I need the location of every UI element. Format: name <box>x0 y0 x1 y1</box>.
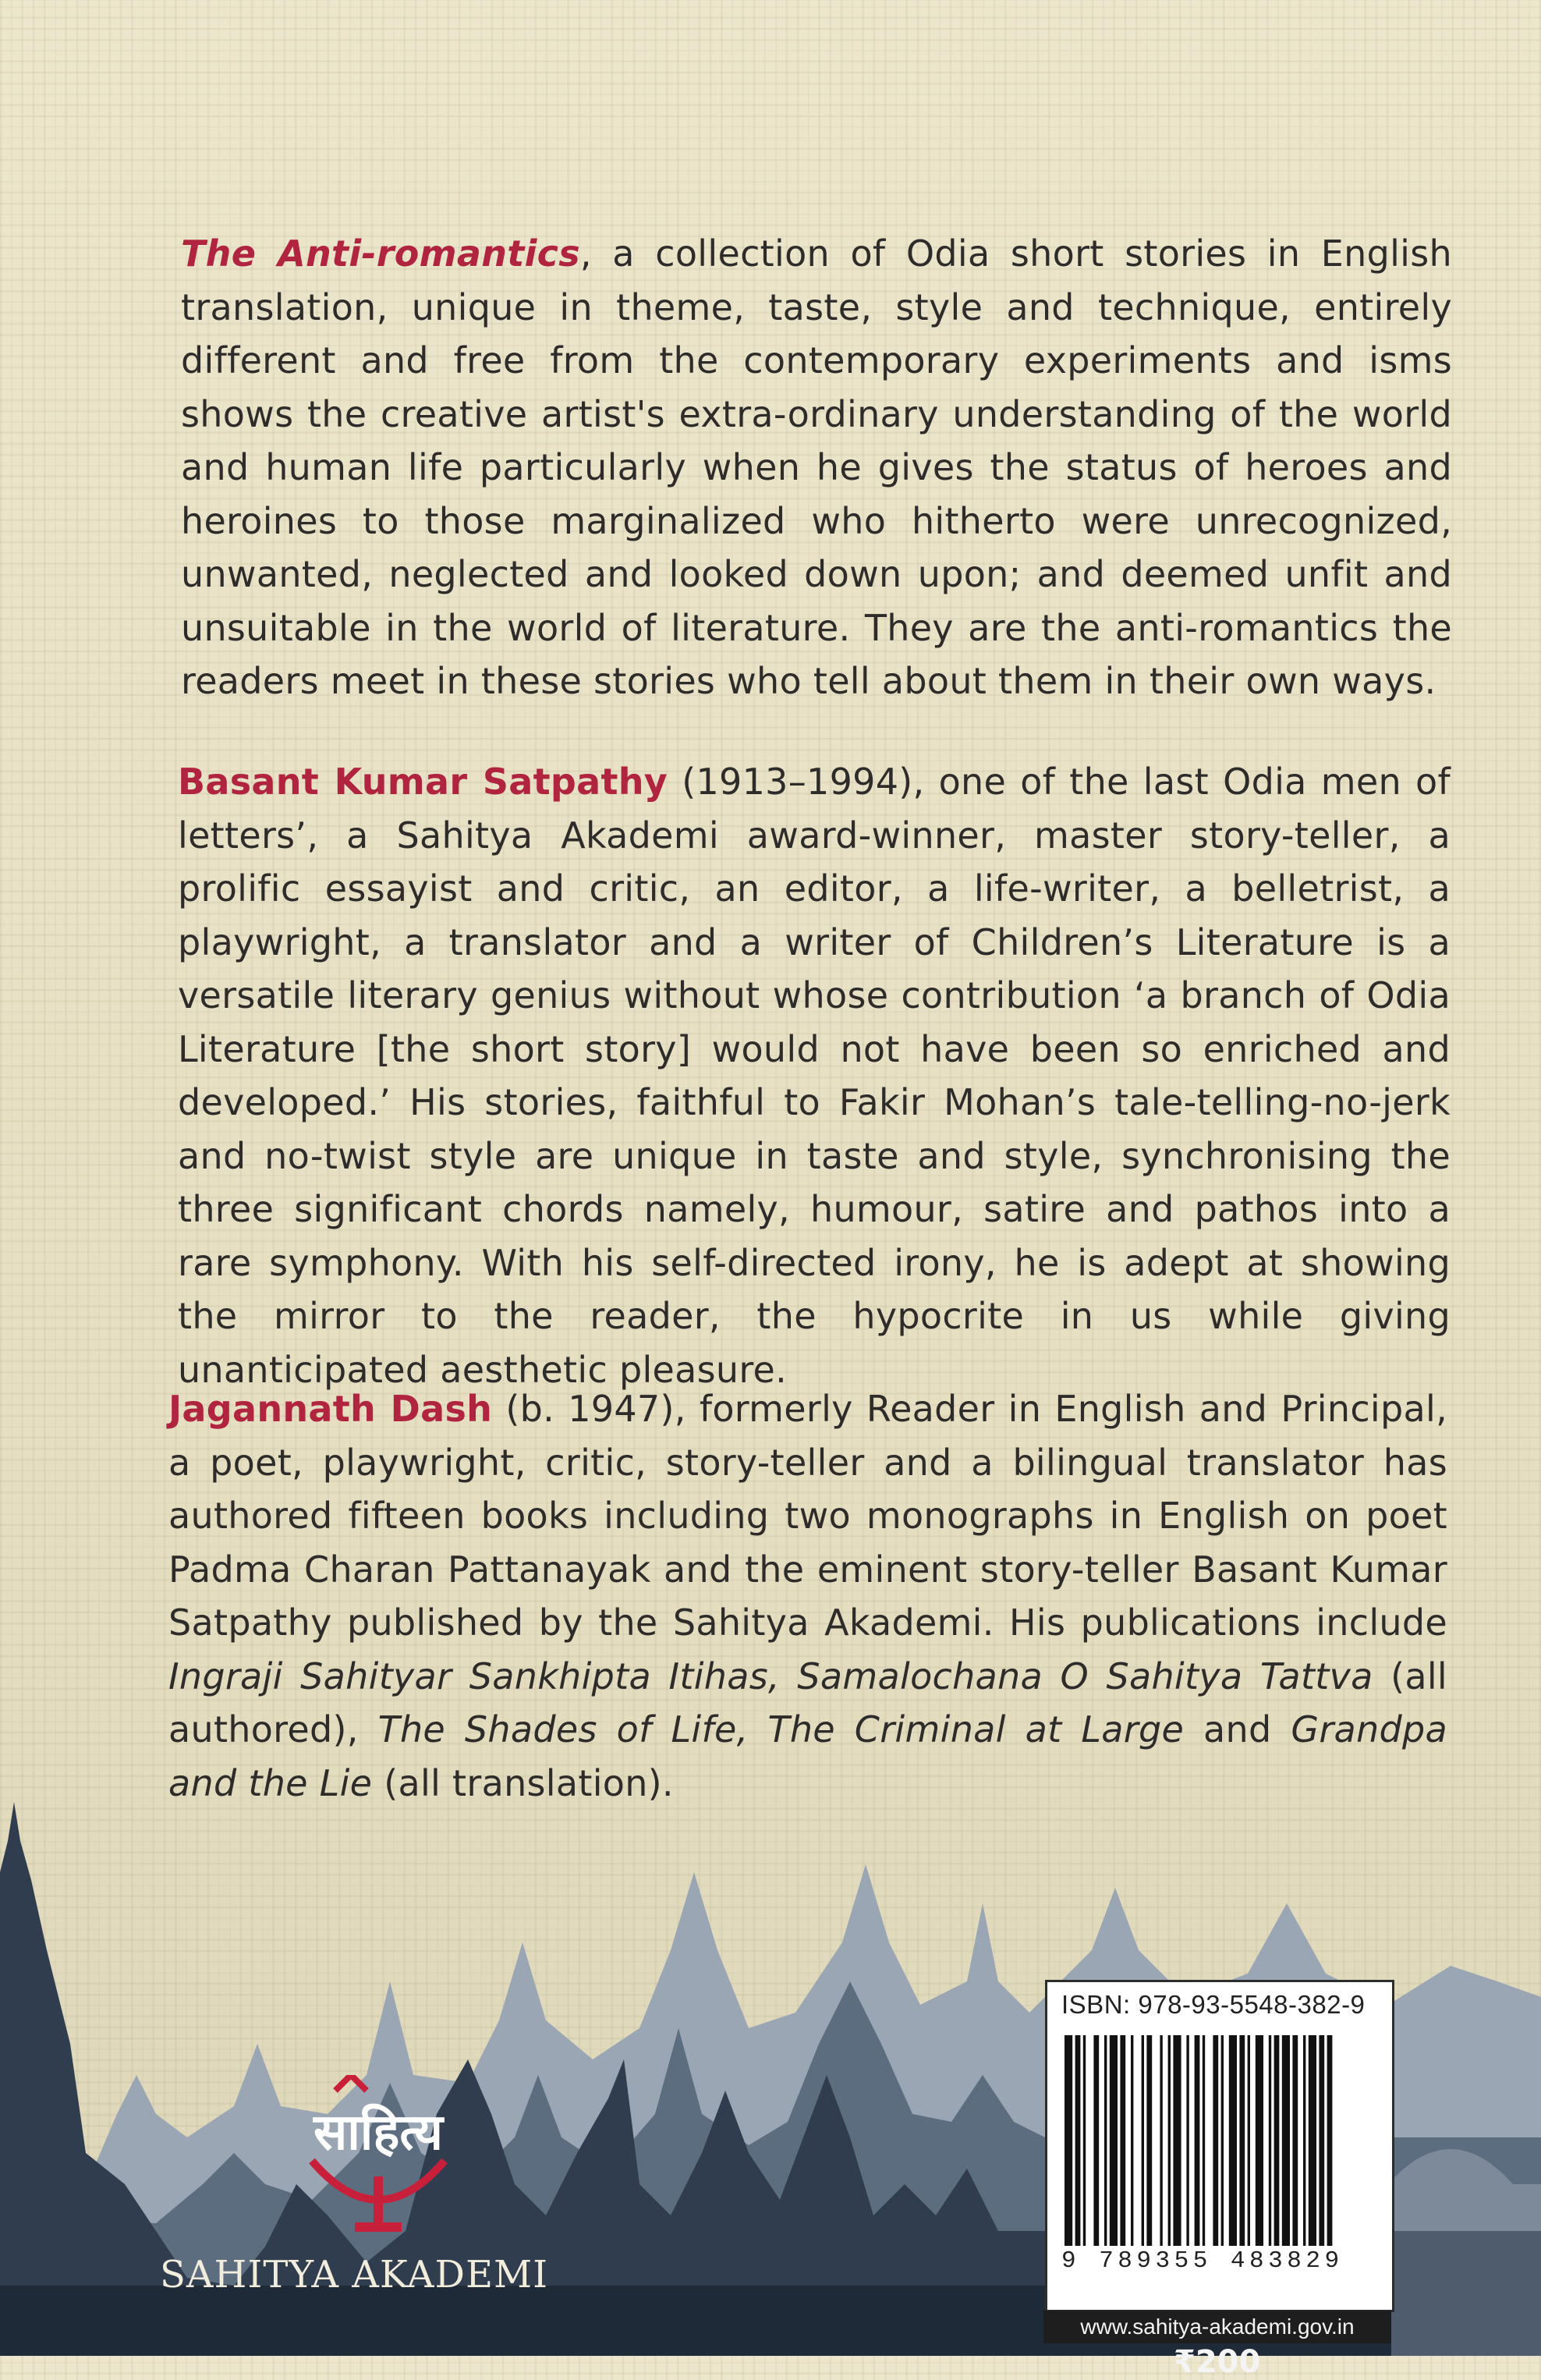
barcode-bar <box>1221 2035 1224 2246</box>
barcode-bar <box>1274 2035 1280 2246</box>
translator-bio-text: and <box>1184 1708 1291 1750</box>
logo-script: साहित्य <box>313 2104 444 2162</box>
barcode-bar <box>1327 2035 1333 2246</box>
book-title: The Anti-romantics <box>181 232 580 275</box>
isbn-barcode <box>1045 1980 1394 2312</box>
price: ₹200 <box>1174 2344 1261 2380</box>
publication-titles: Ingraji Sahityar Sankhipta Itihas, Samalochana O Sahitya Tattva <box>168 1655 1373 1697</box>
barcode-bar <box>1131 2035 1133 2246</box>
author-name: Basant Kumar Satpathy <box>178 761 668 803</box>
barcode-bar <box>1186 2035 1189 2246</box>
barcode-bar <box>1142 2035 1144 2246</box>
translator-name: Jagannath Dash <box>168 1388 493 1430</box>
barcode-bar <box>1168 2035 1171 2246</box>
barcode-bar <box>1146 2035 1152 2246</box>
barcode-bar <box>1173 2035 1181 2246</box>
translator-bio-text: (b. 1947), formerly Reader in English and Principal, a poet, playwright, critic, story-teller and a bilingual translator has authored fifteen books including two monographs in English on poet Padma Charan Pattanayak and the eminent story-teller Basant Kumar Satpathy published by the Sahitya Akademi. His publications include <box>168 1388 1447 1644</box>
translator-bio-paragraph <box>168 1382 1447 1810</box>
barcode-bar <box>1256 2035 1263 2246</box>
barcode-bar <box>1282 2035 1290 2246</box>
barcode-digits: 9 789355 483829 <box>1061 2247 1344 2275</box>
barcode-bar <box>1110 2035 1118 2246</box>
barcode-bar <box>1229 2035 1237 2246</box>
barcode-bar <box>1269 2035 1271 2246</box>
author-bio-text: (1913–1994), one of the last Odia men of letters’, a Sahitya Akademi award-winner, master story-teller, a prolific essayist and critic, an editor, a life-writer, a belletrist, a playwright, a translator and a writer of Children’s Literature is a versatile literary genius without whose contribution ‘a branch of Odia Literature [the short story] would not have been so enriched and developed.’ His stories, faithful to Fakir Mohan’s tale-telling-no-jerk and no-twist style are unique in taste and style, synchronising the three significant chords namely, humour, satire and pathos into a rare symphony. With his self-directed irony, he is adept at showing the mirror to the reader, the hypocrite in us while giving unanticipated aesthetic pleasure. <box>178 761 1451 1391</box>
synopsis-text: , a collection of Odia short stories in English translation, unique in theme, taste, style and technique, entirely different and free from the contemporary experiments and isms shows the creative artist's extra-ordinary understanding of the world and human life particularly when he gives the status of heroes and heroines to those marginalized who hitherto were unrecognized, unwanted, neglected and looked down upon; and deemed unfit and unsuitable in the world of literature. They are the anti-romantics the readers meet in these stories who tell about them in their own ways. <box>181 232 1452 702</box>
barcode-bar <box>1203 2035 1205 2246</box>
barcode-bar <box>1303 2035 1305 2246</box>
synopsis-paragraph <box>181 227 1452 708</box>
barcode-bar <box>1075 2035 1081 2246</box>
barcode-bar <box>1160 2035 1162 2246</box>
barcode-bar <box>1213 2035 1218 2246</box>
barcode-bar <box>1309 2035 1316 2246</box>
publisher-name: SAHITYA AKADEMI <box>160 2253 549 2297</box>
publisher-website: www.sahitya-akademi.gov.in <box>1043 2311 1391 2343</box>
barcode-bar <box>1065 2035 1072 2246</box>
author-bio-paragraph <box>178 755 1451 1396</box>
barcode-bar <box>1120 2035 1125 2246</box>
barcode-bar <box>1195 2035 1200 2246</box>
barcode-bar <box>1239 2035 1245 2246</box>
barcode-bar <box>1292 2035 1298 2246</box>
barcode-bar <box>1104 2035 1107 2246</box>
translator-bio-text: (all authored), <box>168 1655 1447 1750</box>
barcode-bar <box>1319 2035 1324 2246</box>
barcode-bar <box>1093 2035 1099 2246</box>
barcode-bar <box>1083 2035 1086 2246</box>
translator-bio-text: (all translation). <box>372 1761 674 1804</box>
publication-titles: Grandpa and the Lie <box>168 1708 1447 1804</box>
sahitya-akademi-logo <box>281 2075 476 2239</box>
isbn-number: ISBN: 978-93-5548-382-9 <box>1061 1990 1366 2019</box>
barcode-bar <box>1248 2035 1250 2246</box>
publication-titles: The Shades of Life, The Criminal at Large <box>377 1708 1185 1750</box>
barcode-bars <box>1065 2035 1376 2246</box>
